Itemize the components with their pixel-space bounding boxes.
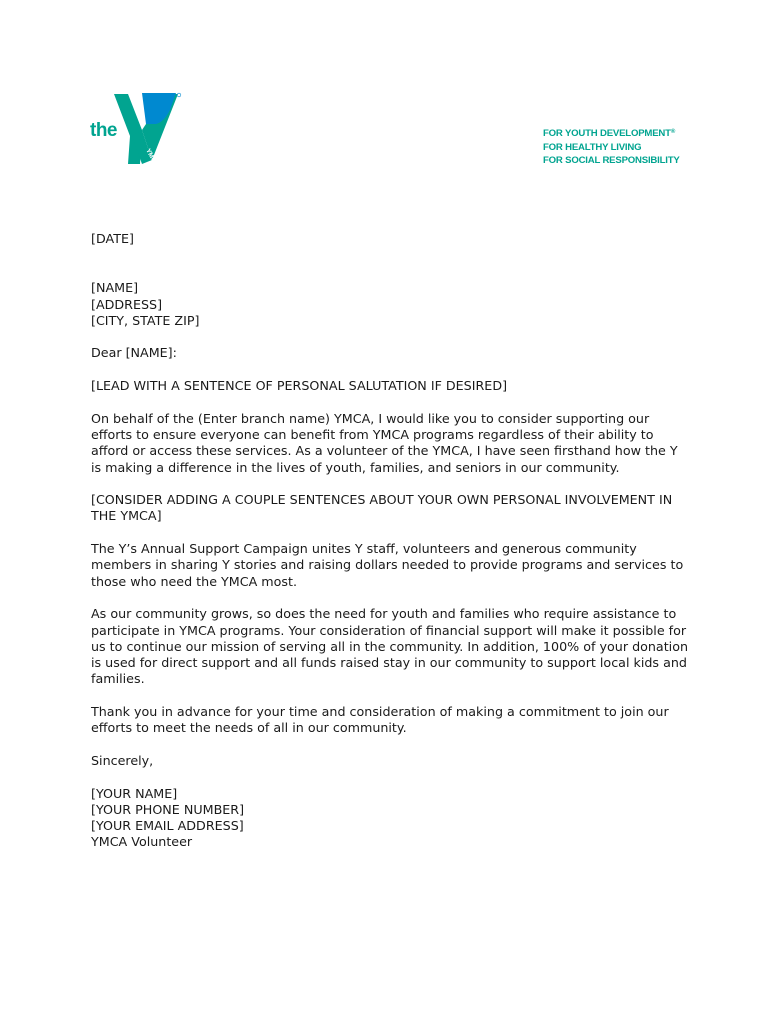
recipient-name: [NAME] xyxy=(91,280,139,296)
paragraph-lead: [LEAD WITH A SENTENCE OF PERSONAL SALUTATION IF DESIRED] xyxy=(91,378,508,394)
paragraph-intro: On behalf of the (Enter branch name) YMCA, I would like you to consider supporting our efforts to ensure everyone can benefit from YMCA programs regardless of their ability to afford or access these services. As a volunteer of the YMCA, I have seen firsthand how the Y is making a difference in the lives of youth, families, and seniors in our community. xyxy=(91,410,678,475)
signature-role: YMCA Volunteer xyxy=(91,834,193,850)
recipient-address: [ADDRESS] xyxy=(91,296,163,312)
letter-body xyxy=(91,231,691,851)
paragraph-campaign: The Y’s Annual Support Campaign unites Y staff, volunteers and generous community members in sharing Y stories and raising dollars needed to provide programs and services to those who need the YMCA most. xyxy=(91,541,684,589)
ymca-logo xyxy=(88,90,188,170)
logo-the-text: the xyxy=(90,120,117,141)
tagline-line-2: FOR HEALTHY LIVING xyxy=(543,141,642,153)
letter-date: [DATE] xyxy=(91,231,134,246)
signature-block xyxy=(91,786,691,851)
recipient-city-state-zip: [CITY, STATE ZIP] xyxy=(91,312,200,328)
registered-mark-icon xyxy=(177,93,181,97)
tagline-line-3: FOR SOCIAL RESPONSIBILITY xyxy=(543,155,680,166)
tagline-line-1: FOR YOUTH DEVELOPMENT® xyxy=(543,128,676,139)
ymca-y-mark xyxy=(112,90,182,168)
paragraph-thanks: Thank you in advance for your time and consideration of making a commitment to join our efforts to meet the needs of all in our community. xyxy=(91,704,669,736)
signature-name: [YOUR NAME] xyxy=(91,785,178,801)
registered-mark: ® xyxy=(670,129,676,135)
salutation: Dear [NAME]: xyxy=(91,345,177,361)
tagline xyxy=(543,126,680,168)
signature-email: [YOUR EMAIL ADDRESS] xyxy=(91,818,244,834)
signature-phone: [YOUR PHONE NUMBER] xyxy=(91,801,245,817)
y-left-arm xyxy=(114,94,142,164)
paragraph-involvement: [CONSIDER ADDING A COUPLE SENTENCES ABOUT YOUR OWN PERSONAL INVOLVEMENT IN THE YMCA] xyxy=(91,492,673,524)
ymca-wordmark: YMCA xyxy=(144,147,160,168)
closing: Sincerely, xyxy=(91,752,154,768)
recipient-block xyxy=(91,280,691,329)
paragraph-community: As our community grows, so does the need for youth and families who require assistance to participate in YMCA programs. Your consideration of financial support will make it possible for us to continue our mission of serving all in the community. In addition, 100% of your donation is used for direct support and all funds raised stay in our community to support local kids and families. xyxy=(91,606,688,687)
